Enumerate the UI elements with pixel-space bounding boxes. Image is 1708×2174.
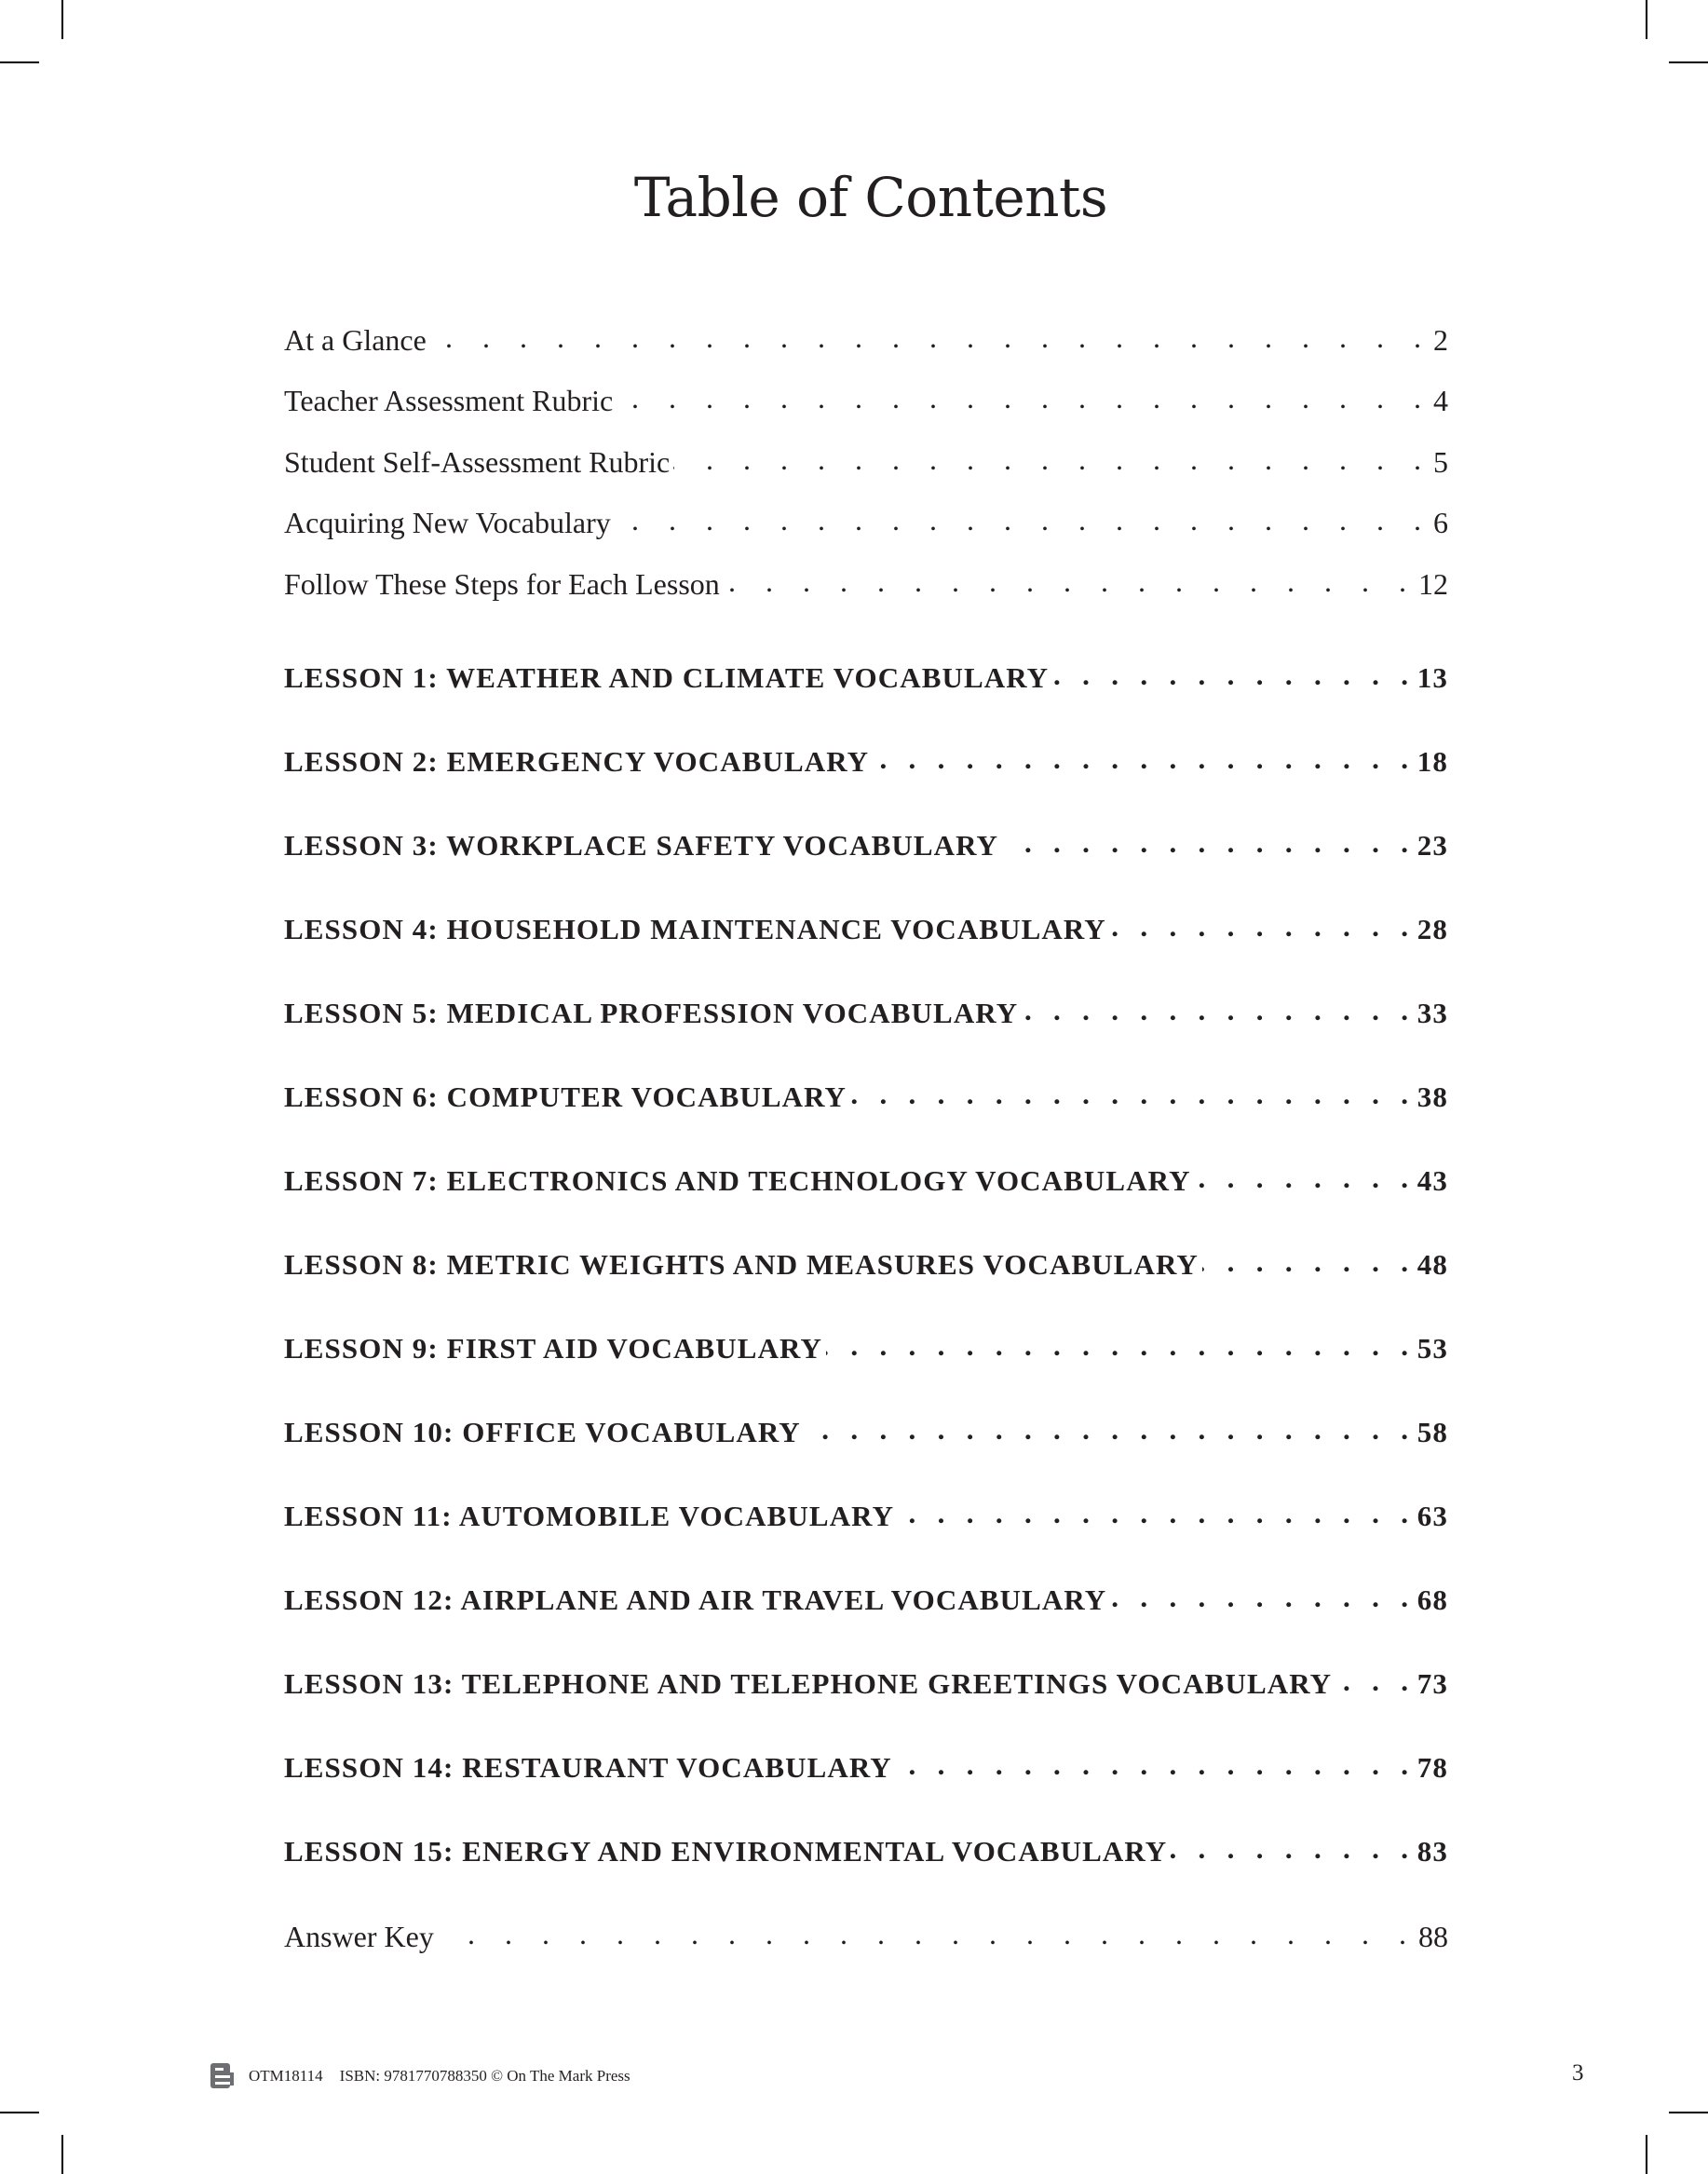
toc-entry-label: LESSON 4: HOUSEHOLD MAINTENANCE VOCABULARY <box>284 913 1106 945</box>
crop-mark-top-left-horizontal <box>0 61 39 63</box>
crop-mark-bottom-right-horizontal <box>1669 2112 1708 2113</box>
dot-leader <box>615 503 1430 533</box>
toc-entry-label: LESSON 7: ELECTRONICS AND TECHNOLOGY VOCABULARY <box>284 1164 1191 1197</box>
toc-entry[interactable] <box>284 564 1448 602</box>
toc-entry-page: 68 <box>1417 1583 1448 1616</box>
dot-leader <box>1171 1832 1413 1861</box>
toc-entry-page: 88 <box>1418 1920 1448 1953</box>
toc-lesson-entry[interactable] <box>284 1162 1448 1199</box>
toc-entry-page: 13 <box>1417 661 1448 694</box>
toc-entry[interactable] <box>284 1917 1448 1954</box>
crop-mark-bottom-right-vertical <box>1646 2135 1647 2174</box>
toc-entry-label: Follow These Steps for Each Lesson <box>284 567 720 601</box>
toc-entry-label: LESSON 1: WEATHER AND CLIMATE VOCABULARY <box>284 661 1050 694</box>
toc-lesson-entry[interactable] <box>284 1078 1448 1115</box>
toc-entry-page: 12 <box>1418 567 1448 601</box>
crop-mark-top-right-horizontal <box>1669 61 1708 63</box>
dot-leader <box>724 564 1415 594</box>
toc-entry-label: LESSON 14: RESTAURANT VOCABULARY <box>284 1751 892 1784</box>
dot-leader <box>673 442 1430 472</box>
toc-entry-page: 2 <box>1433 323 1448 357</box>
toc-entry-page: 6 <box>1433 506 1448 539</box>
toc-lesson-entry[interactable] <box>284 994 1448 1031</box>
dot-leader <box>438 1917 1415 1947</box>
toc-entry-page: 18 <box>1417 745 1448 778</box>
toc-lesson-entry[interactable] <box>284 910 1448 947</box>
dot-leader <box>1335 1664 1414 1693</box>
toc-entry-label: LESSON 11: AUTOMOBILE VOCABULARY <box>284 1500 895 1532</box>
toc-entry-label: At a Glance <box>284 323 427 357</box>
toc-entry-page: 58 <box>1417 1416 1448 1448</box>
toc-entry-label: LESSON 2: EMERGENCY VOCABULARY <box>284 745 870 778</box>
toc-entry-label: LESSON 9: FIRST AID VOCABULARY <box>284 1332 822 1365</box>
toc-entry-label: LESSON 15: ENERGY AND ENVIRONMENTAL VOCABULARY <box>284 1835 1168 1868</box>
toc-entry-label: LESSON 13: TELEPHONE AND TELEPHONE GREETINGS VOCABULARY <box>284 1667 1333 1700</box>
product-code: OTM18114 <box>249 2066 323 2085</box>
toc-lesson-entry[interactable] <box>284 1832 1448 1869</box>
toc-lesson-entry[interactable] <box>284 1748 1448 1786</box>
dot-leader <box>1052 659 1414 687</box>
dot-leader <box>617 381 1430 411</box>
crop-mark-top-left-vertical <box>61 0 63 39</box>
toc-lesson-entry[interactable] <box>284 1329 1448 1366</box>
toc-entry-label: LESSON 3: WORKPLACE SAFETY VOCABULARY <box>284 829 999 862</box>
toc-entry[interactable] <box>284 320 1448 358</box>
dot-leader <box>1110 910 1414 939</box>
dot-leader <box>898 1497 1414 1526</box>
toc-lesson-entry[interactable] <box>284 1245 1448 1283</box>
toc-lesson-entry[interactable] <box>284 826 1448 863</box>
book-stack-icon <box>210 2063 234 2088</box>
toc-entry-page: 38 <box>1417 1080 1448 1113</box>
toc-entry-page: 48 <box>1417 1248 1448 1281</box>
dot-leader <box>896 1748 1414 1777</box>
crop-mark-bottom-left-vertical <box>61 2135 63 2174</box>
toc-entry[interactable] <box>284 381 1448 418</box>
toc-entry-page: 63 <box>1417 1500 1448 1532</box>
toc-lesson-entry[interactable] <box>284 742 1448 780</box>
dot-leader <box>1195 1162 1414 1190</box>
toc-lesson-entry[interactable] <box>284 1497 1448 1534</box>
toc-entry-page: 33 <box>1417 997 1448 1029</box>
toc-entry-label: LESSON 12: AIRPLANE AND AIR TRAVEL VOCABULARY <box>284 1583 1107 1616</box>
isbn-copyright: ISBN: 9781770788350 © On The Mark Press <box>339 2066 630 2085</box>
page-footer <box>210 2063 630 2088</box>
toc-entry-page: 78 <box>1417 1751 1448 1784</box>
toc-lesson-entry[interactable] <box>284 1413 1448 1450</box>
dot-leader <box>1202 1245 1414 1274</box>
dot-leader <box>826 1329 1414 1358</box>
page-number: 3 <box>1572 2060 1584 2086</box>
toc-entry-page: 28 <box>1417 913 1448 945</box>
dot-leader <box>1022 994 1414 1023</box>
toc-entry[interactable] <box>284 503 1448 540</box>
dot-leader <box>430 320 1430 350</box>
toc-entry-label: LESSON 5: MEDICAL PROFESSION VOCABULARY <box>284 997 1019 1029</box>
toc-lesson-entry[interactable] <box>284 1664 1448 1702</box>
toc-entry-page: 43 <box>1417 1164 1448 1197</box>
dot-leader <box>1002 826 1414 855</box>
toc-entry-label: Acquiring New Vocabulary <box>284 506 611 539</box>
toc-lesson-entry[interactable] <box>284 1581 1448 1618</box>
dot-leader <box>873 742 1414 771</box>
toc-entry-label: LESSON 8: METRIC WEIGHTS AND MEASURES VOCABULARY <box>284 1248 1199 1281</box>
crop-mark-bottom-left-horizontal <box>0 2112 39 2113</box>
toc-entry-label: LESSON 6: COMPUTER VOCABULARY <box>284 1080 847 1113</box>
toc-entry-label: LESSON 10: OFFICE VOCABULARY <box>284 1416 801 1448</box>
toc-entry-label: Answer Key <box>284 1920 434 1953</box>
dot-leader <box>1110 1581 1414 1610</box>
toc-entry-page: 4 <box>1433 384 1448 417</box>
toc-lesson-entry[interactable] <box>284 659 1448 696</box>
page-title: Table of Contents <box>633 166 1108 229</box>
dot-leader <box>850 1078 1414 1107</box>
toc-entry[interactable] <box>284 442 1448 480</box>
toc-entry-page: 5 <box>1433 445 1448 479</box>
crop-mark-top-right-vertical <box>1646 0 1647 39</box>
toc-entry-page: 23 <box>1417 829 1448 862</box>
toc-entry-label: Student Self-Assessment Rubric <box>284 445 671 479</box>
toc-entry-label: Teacher Assessment Rubric <box>284 384 614 417</box>
dot-leader <box>805 1413 1414 1442</box>
toc-entry-page: 53 <box>1417 1332 1448 1365</box>
toc-entry-page: 73 <box>1417 1667 1448 1700</box>
toc-entry-page: 83 <box>1417 1835 1448 1868</box>
